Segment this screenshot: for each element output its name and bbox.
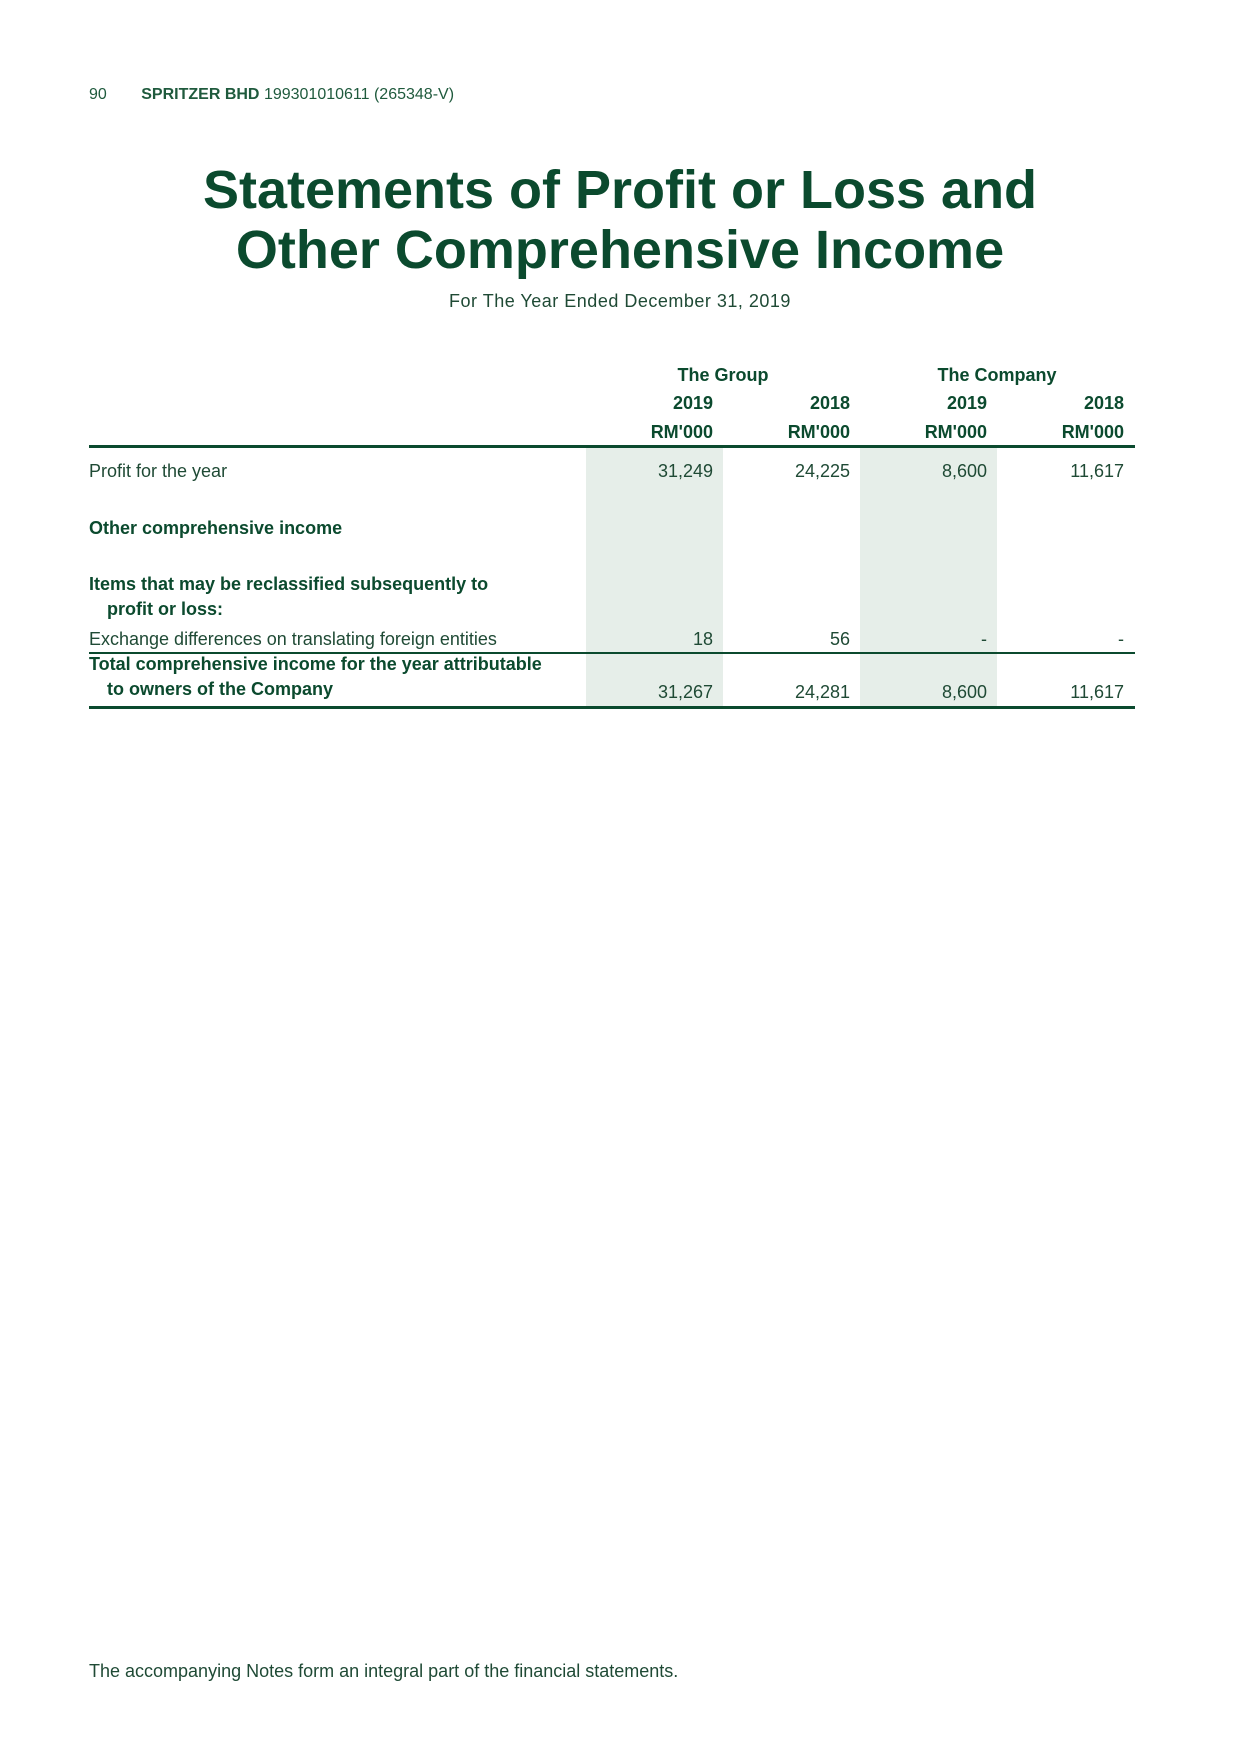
section-heading-oci: Other comprehensive income — [89, 518, 343, 538]
table-cell: 24,225 — [794, 461, 850, 481]
group-heading: The Group — [677, 365, 769, 385]
table-cell: 11,617 — [1070, 682, 1124, 702]
table-cell: - — [981, 629, 987, 649]
table-cell: 8,600 — [941, 461, 987, 481]
year-header: 2018 — [1083, 393, 1124, 413]
page-title — [0, 160, 1240, 280]
unit-header: RM'000 — [1061, 422, 1124, 442]
registration-number: 199301010611 (265348-V) — [263, 86, 455, 103]
table-cell: 56 — [829, 629, 850, 649]
year-header: 2019 — [946, 393, 987, 413]
company-heading: The Company — [937, 365, 1057, 385]
company-name: SPRITZER BHD — [141, 86, 260, 103]
year-header: 2018 — [809, 393, 850, 413]
subsection-line-1: Items that may be reclassified subsequently to — [89, 574, 489, 594]
table-cell: 18 — [692, 629, 713, 649]
total-line-1: Total comprehensive income for the year attributable — [89, 654, 542, 674]
unit-header: RM'000 — [787, 422, 850, 442]
table-cell: 31,249 — [657, 461, 713, 481]
title-line-2: Other Comprehensive Income — [235, 220, 1005, 280]
header-rule — [89, 445, 1135, 448]
table-cell: 24,281 — [794, 682, 850, 702]
running-header — [89, 86, 454, 104]
row-label-profit: Profit for the year — [89, 461, 228, 481]
total-rule — [89, 706, 1135, 709]
row-label-exchange: Exchange differences on translating foreign entities — [89, 629, 497, 649]
page-subtitle: For The Year Ended December 31, 2019 — [449, 291, 791, 311]
company-2019-shading — [860, 448, 997, 707]
table-cell: 8,600 — [941, 682, 987, 702]
group-2019-shading — [586, 448, 723, 707]
subsection-line-2: profit or loss: — [107, 599, 223, 619]
unit-header: RM'000 — [924, 422, 987, 442]
table-cell: 11,617 — [1070, 461, 1124, 481]
year-header: 2019 — [672, 393, 713, 413]
total-line-2: to owners of the Company — [107, 679, 334, 699]
page-number: 90 — [89, 86, 107, 103]
table-cell: 31,267 — [657, 682, 713, 702]
row-label-total — [89, 652, 542, 702]
subsection-heading-reclassified — [89, 572, 488, 622]
unit-header: RM'000 — [650, 422, 713, 442]
footnote: The accompanying Notes form an integral part of the financial statements. — [89, 1661, 679, 1681]
title-line-1: Statements of Profit or Loss and — [202, 160, 1038, 220]
table-cell: - — [1118, 629, 1124, 649]
